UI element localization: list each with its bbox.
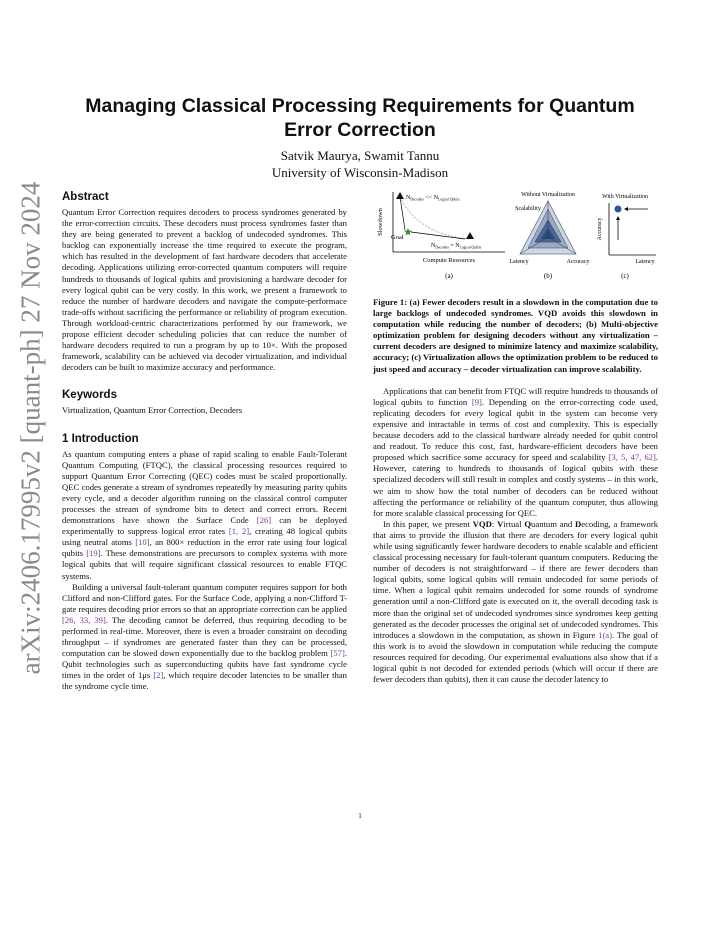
radar-axis-accuracy: Accuracy [566,259,590,265]
label-part: = N [448,243,460,249]
citation-link[interactable]: [19] [86,548,101,559]
label-part: N [431,243,436,249]
text-run: . These demonstrations are precursors to complex systems with more logical qubits that will require significant classical resources to enable FTQC systems. [62,548,347,581]
figure-tag-a: (a) [445,272,453,280]
figure-1 [373,190,658,282]
citation-link[interactable]: [1, 2] [228,526,250,537]
plot-title: With Virtualization [601,194,649,200]
intro-paragraph-1 [62,449,347,582]
figure-1-caption: Figure 1: (a) Fewer decoders result in a slowdown in the computation due to large backlogs of undecoded syndromes. VQD avoids this slowdown in computation while reducing the number of decoders; (b) Multi-objective optimization problem for designing decoders without any virtualization – current decoders are designed to minimize latency and maximize scalability, accuracy; (c) Virtualization allows the optimization problem to be reduced to just speed and accuracy – decoder virtualization can improve scalability. [373,297,658,374]
text-run: . However, catering to hundreds to thousands of logical qubits with these specialized decoders will still result in complex and costly systems – in this work, we aim to show how the total number of decoders can be reduced without affecting the performance or reliability of the quantum computer, thus allowing for more scalable classical processing for QEC. [373,452,659,518]
affiliation: University of Wisconsin-Madison [271,165,449,180]
bold-letter: D [575,518,582,529]
text-run: . Depending on the error-correcting code used, replicating decoders for [373,396,659,418]
label-subscript: Logical Qubits [438,197,460,202]
text-run: , an 800× reduction in the error rate using four logical qubits [62,537,347,559]
figure-tag-c: (c) [621,272,629,280]
triangle-marker [396,192,404,199]
figure-1c-accuracy-latency-plot [597,194,656,280]
text-run: : [491,518,498,529]
citation-link[interactable]: [26] [256,515,272,526]
emphasis: every [464,407,484,418]
citation-link[interactable]: [26, 33, 39] [62,614,106,625]
authors: Satvik Maurya, Swamit Tannu [280,148,440,163]
bold-letter: Q [524,518,532,529]
label-fewer-decoders [406,195,460,202]
text-run: In this paper, we present [383,518,473,529]
label-part: N [406,195,411,201]
text-run: can be deployed experimentally to suppress logical error rates [62,515,347,537]
arrow-head-icon [616,216,620,220]
text-run: irtual [503,518,525,529]
text-run: , which require decoder latencies to be smaller than the syndrome cycle time. [62,670,347,692]
right-column [373,190,658,685]
label-subscript: Decoders [410,197,424,202]
citation-link[interactable]: [57] [330,648,345,659]
text-run: . Qubit technologies such as superconducting qubits have fast syndrome cycle times in the order of 1μs [62,648,347,681]
tradeoff-curve [400,197,469,239]
bold-letter: V [497,518,504,529]
citation-link[interactable]: [9] [471,396,482,407]
y-axis-label: Accuracy [597,217,603,241]
right-paragraph-1 [373,386,658,519]
right-paragraph-2 [373,519,658,685]
radar-axis-scalability: Scalability [515,206,541,212]
y-axis-label: Slowdown [377,208,384,236]
text-run: ecoding, a framework that aims to provide the illusion that there are decoders for every logical qubit while using significantly fewer hardware decoders to enable scalable and efficient classical processing necessary for fault-tolerant quantum computers. Reducing the number of decoders is not straightforward – if there are fewer decoders than logical qubits, some logical qubits will remain undecoded for some periods of time. When a logical qubit remains undecoded for some rounds of syndrome generation until a non-Clifford gate is executed on it, the overall decoding task is more than the original set of undecoded syndromes since syndromes keep getting generated as the decoder processes the original set of undecoded syndromes. This introduces a slowdown in the computation, as shown in Figure [373,518,659,640]
vqd-acronym: VQD [472,518,492,529]
paper-title: Managing Classical Processing Requirements for Quantum Error Correction [85,95,635,141]
keywords-text: Virtualization, Quantum Error Correction, Decoders [62,405,243,416]
x-axis-label: Latency [635,259,655,265]
radar-title: Without Virtualization [521,192,575,198]
arxiv-stamp: arXiv:2406.17995v2 [quant-ph] 27 Nov 2024 [15,181,46,674]
figure-1a-slowdown-plot [377,192,505,280]
target-point [615,206,622,213]
citation-link[interactable]: [3, 5, 47, 62] [608,452,656,463]
text-run: , creating 48 logical qubits using neutral atoms [62,526,348,548]
citation-link[interactable]: [10] [135,537,150,548]
text-run: Building a universal fault-tolerant quantum computer requires support for both Clifford and non-Clifford gates. For the Surface Code, applying a non-Clifford T-gate requires decoding prior errors so that an appropriate correction can be applied [62,581,347,614]
abstract-text: Quantum Error Correction requires decoders to process syndromes generated by the error-correction circuits. These decoders must process syndromes faster than they are being generated to prevent a backlog of undecoded syndromes. This backlog can exponentially increase the time required to execute the program, which has resulted in the development of fast hardware decoders that accelerate decoding. Applications utilizing error-corrected quantum computers will require hundreds to thousands of logical qubits and provisioning a hardware decoder for every logical qubit can be very costly. In this work, we present a framework to reduce the number of hardware decoders and navigate the compute-performace trade-offs without sacrificing the performance or reliability of program execution. Through workload-centric characterizations performed by our framework, we propose efficient decoder scheduling policies that can reduce the number of hardware decoders required to run a program by up to 10×. With the proposed framework, scalability can be achieved via decoder virtualization, and individual decoders can be built to maximize accuracy and performance. [62,207,347,373]
text-run: uantum and [531,518,576,529]
label-subscript: Logical Qubits [459,245,482,250]
label-subscript: Decoders [435,245,449,250]
citation-link[interactable]: [2] [153,670,164,681]
figure-1b-radar-chart [509,192,589,280]
figure-reference-link[interactable]: 1(a) [598,629,613,640]
abstract-heading: Abstract [62,191,109,203]
triangle-marker [466,232,474,239]
label-equal-decoders [431,243,482,250]
text-run: logical qubit in the system can become very expensive and intractable in terms of cost and complexity. This is especially because decoders add to the classical hardware already needed for qubit control and readout. To reduce this cost, fast, hardware-efficient decoders have been proposed which sacrifice some accuracy for speed and scalability [373,407,658,463]
keywords-heading: Keywords [62,389,117,402]
arrow-head-icon [624,207,628,211]
intro-paragraph-2 [62,582,347,693]
radar-axis-latency: Latency [509,259,529,265]
text-run: . The goal of this work is to avoid the slowdown in computation while reducing the compute resources required for decoding. Our experimental evaluations also show that if a logical qubit is not decoded for extended periods (which will occur if there are fewer decoders than qubits), then it can cause the decoder latency to [373,629,658,685]
goal-label: Goal [391,234,404,241]
x-axis-label: Compute Resources [422,257,476,264]
arrow-line [411,232,465,239]
figure-tag-b: (b) [543,272,553,280]
page-number: 1 [358,812,362,820]
text-run: Applications that can benefit from FTQC will require hundreds to thousands of logical qubits to function [373,385,658,407]
text-run: As quantum computing enters a phase of rapid scaling to enable Fault-Tolerant Quantum Computing (FTQC), the classical processing resources required to support Quantum Error Correcting (QEC) codes must be scaled proportionally. QEC codes generate a stream of syndromes repeatedly by measuring parity qubits every cycle, and a decoder algorithm running on the classical control computer processes the stream of syndrome bits to detect and correct errors. Recent demonstrations have shown the Surface Code [62,448,347,526]
text-run: . The decoding cannot be deferred, thus requiring decoding to be performed in real-time. Moreover, there is even a broader constraint on decoding throughput – if syndromes are generated faster than they can be processed, computation can be slowed down exponentially due to the backlog problem [62,614,347,659]
left-column [62,190,347,693]
label-part: << N [423,195,439,201]
introduction-heading: 1 Introduction [62,432,139,445]
